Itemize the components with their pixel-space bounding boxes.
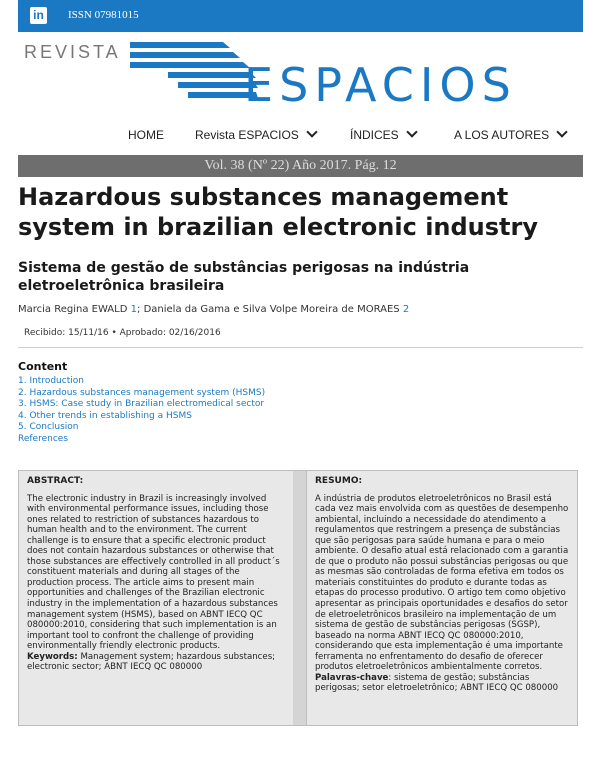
author-2-ref-link[interactable]: 2 bbox=[402, 304, 410, 315]
nav-home-label: HOME bbox=[128, 128, 164, 142]
nav-indices[interactable] bbox=[350, 128, 416, 142]
journal-logo[interactable] bbox=[18, 36, 583, 116]
resumo-box bbox=[306, 470, 578, 726]
issue-label: Vol. 38 (Nº 22) Año 2017. Pág. 12 bbox=[204, 158, 397, 173]
author-2: Daniela da Gama e Silva Volpe Moreira de MORAES bbox=[143, 304, 400, 315]
logo-espacios-text: ESPACIOS bbox=[244, 58, 517, 112]
received-approved-dates: Recibido: 15/11/16 • Aprobado: 02/16/2016 bbox=[24, 328, 221, 338]
issn-label: ISSN 07981015 bbox=[68, 9, 139, 21]
toc-link-conclusion[interactable]: 5. Conclusion bbox=[18, 422, 79, 432]
abstract-box bbox=[18, 470, 294, 726]
abstract-heading: ABSTRACT: bbox=[27, 476, 84, 486]
nav-a-los-autores[interactable] bbox=[454, 128, 566, 142]
article-title: Hazardous substances management system in brazilian electronic industry bbox=[18, 183, 539, 241]
toc-link-other-trends[interactable]: 4. Other trends in establishing a HSMS bbox=[18, 410, 192, 421]
top-bar bbox=[18, 0, 583, 32]
content-heading: Content bbox=[18, 360, 68, 373]
toc-link-hsms[interactable]: 2. Hazardous substances management system (HSMS) bbox=[18, 387, 266, 398]
toc-link-case-study[interactable]: 3. HSMS: Case study in Brazilian electromedical sector bbox=[18, 399, 265, 409]
nav-a-los-autores-label: A LOS AUTORES bbox=[454, 128, 550, 142]
abstract-text: The electronic industry in Brazil is increasingly involved with environmental performance issues, including those ones related to restriction of substances hazardous to human health and to the environment. The current challenge is to ensure that a specific electronic product does not contain hazardous substances or otherwise that those substances are effectively controlled in all product´s constituent materials and during all stages of the production process. The article aims to present main opportunities and challenges of the Brazilian electronic industry in the implementation of a hazardous substances management system (HSMS), based on ABNT IECQ QC 080000:2010, considering that such implementation is an important tool to confront the challenge of providing environmentally friendly electronic products. bbox=[27, 493, 280, 652]
author-1: Marcia Regina EWALD bbox=[18, 304, 128, 315]
chevron-down-icon bbox=[406, 126, 417, 137]
abstract-keywords-text: Management system; hazardous substances; electronic sector; ABNT IECQ QC 080000 bbox=[27, 651, 276, 673]
resumo-keywords-text: : sistema de gestão; substâncias perigosas; setor eletroeletrônico; ABNT IECQ QC 080000 bbox=[315, 672, 559, 694]
toc-link-references[interactable]: References bbox=[18, 433, 69, 444]
author-separator: ; bbox=[137, 304, 141, 315]
divider bbox=[18, 347, 583, 348]
abstract-keywords bbox=[27, 652, 285, 673]
table-of-contents bbox=[18, 376, 265, 445]
article-subtitle: Sistema de gestão de substâncias perigosas na indústria eletroeletrônica brasileira bbox=[18, 260, 470, 294]
author-1-ref-link[interactable]: 1 bbox=[130, 304, 137, 315]
resumo-text: A indústria de produtos eletroeletrônicos no Brasil está cada vez mais envolvida com as questões de desempenho ambiental, incluindo a necessidade do atendimento a regulamentos que restringem a presença de substâncias que são perigosas para saúde humana e para o meio ambiente. O desafio atual está relacionado com a garantia de que o produto não possui substâncias perigosas ou que as mesmas são controladas de forma efetiva em todos os materiais constituintes do produto e durante todas as etapas do processo produtivo. O artigo tem como objetivo apresentar as principais oportunidades e desafios do setor de eletroeletrônicos brasileiro na implementação de um sistema de gestão de substâncias perigosas (SGSP), baseado na norma ABNT IECQ QC 080000:2010, considerando que esta implementação é uma importante ferramenta no enfrentamento do desafio de oferecer produtos eletroeletrônicos ambientalmente corretos. bbox=[315, 493, 569, 673]
chevron-down-icon bbox=[556, 126, 567, 137]
chevron-down-icon bbox=[306, 126, 317, 137]
toc-link-introduction[interactable]: 1. Introduction bbox=[18, 376, 84, 386]
linkedin-icon[interactable]: in bbox=[30, 7, 47, 24]
abstract-keywords-label: Keywords: bbox=[27, 651, 78, 662]
abstract-column-separator bbox=[293, 470, 307, 726]
logo-revista-text: REVISTA bbox=[24, 42, 121, 62]
resumo-keywords bbox=[315, 673, 569, 694]
resumo-heading: RESUMO: bbox=[315, 476, 363, 486]
nav-revista-espacios-label: Revista ESPACIOS bbox=[195, 128, 299, 142]
nav-indices-label: ÍNDICES bbox=[350, 128, 399, 142]
nav-home[interactable] bbox=[128, 128, 164, 142]
resumo-keywords-label: Palavras-chave bbox=[315, 672, 389, 683]
nav-revista-espacios[interactable] bbox=[195, 128, 316, 142]
issue-bar bbox=[18, 155, 583, 177]
author-line bbox=[18, 304, 409, 315]
